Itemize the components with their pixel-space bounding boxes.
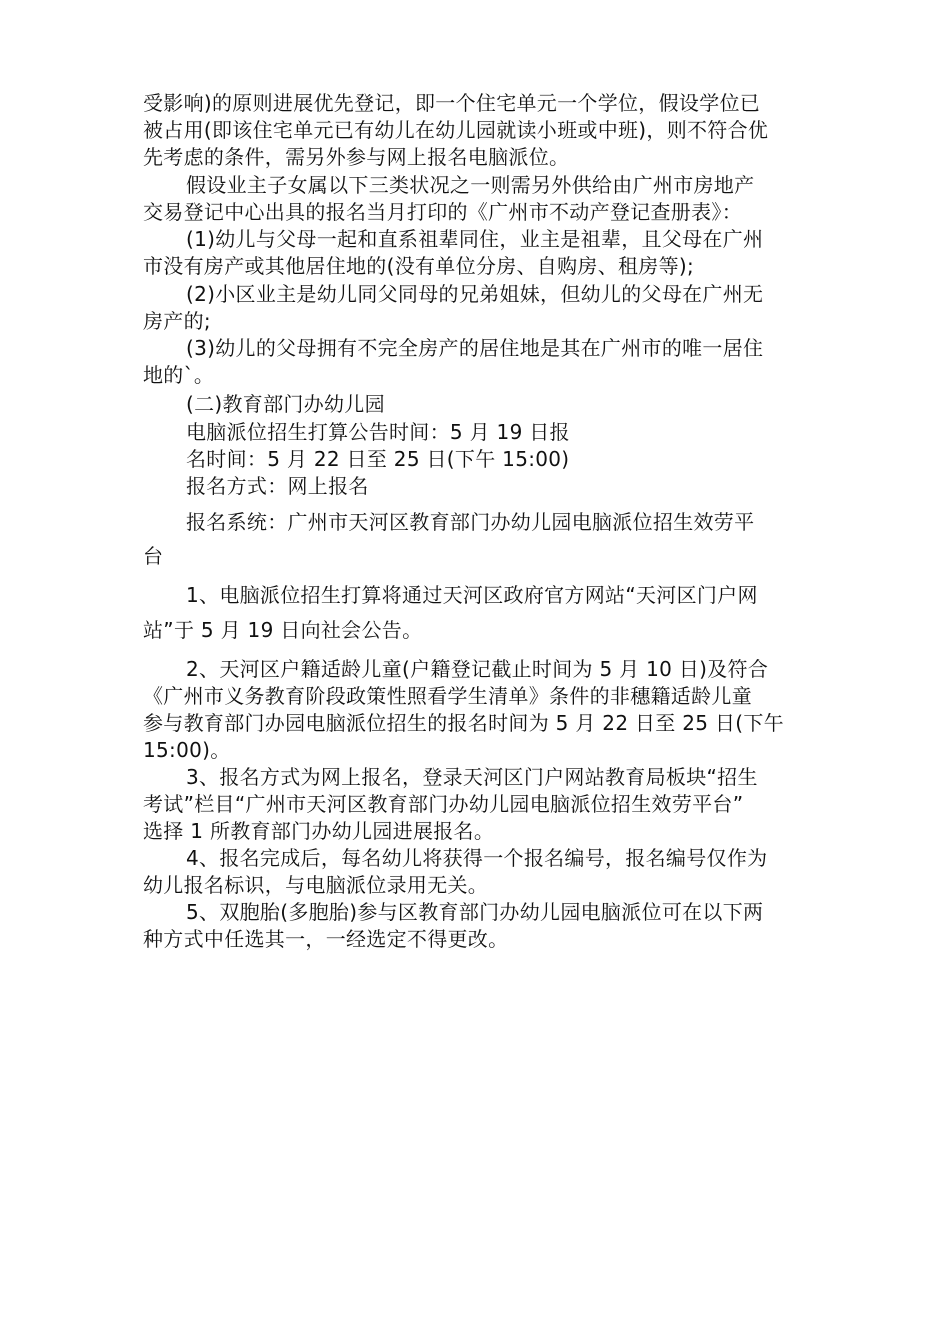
body-text-line: 房产的; [143, 309, 211, 333]
body-text-line: 名时间：5 月 22 日至 25 日(下午 15:00) [186, 447, 570, 471]
body-text-line: (1)幼儿与父母一起和直系祖辈同住，业主是祖辈，且父母在广州 [186, 227, 764, 251]
body-text-line: 15:00)。 [143, 738, 231, 762]
body-text-line: 选择 1 所教育部门办幼儿园进展报名。 [143, 819, 495, 843]
body-text-line: 台 [143, 544, 164, 568]
body-text-line: 地的`。 [143, 363, 215, 387]
body-text-line: 1、电脑派位招生打算将通过天河区政府官方网站“天河区门户网 [186, 583, 758, 607]
body-text-line: 5、双胞胎(多胞胎)参与区教育部门办幼儿园电脑派位可在以下两 [186, 900, 764, 924]
body-text-line: 受影响)的原则进展优先登记，即一个住宅单元一个学位，假设学位已 [143, 91, 761, 115]
body-text-line: 种方式中任选其一，一经选定不得更改。 [143, 927, 509, 951]
body-text-line: 电脑派位招生打算公告时间：5 月 19 日报 [186, 420, 570, 444]
body-text-line: 先考虑的条件，需另外参与网上报名电脑派位。 [143, 145, 570, 169]
body-text-line: 报名系统：广州市天河区教育部门办幼儿园电脑派位招生效劳平 [186, 510, 755, 534]
body-text-line: 《广州市义务教育阶段政策性照看学生清单》条件的非穗籍适龄儿童 [143, 684, 752, 708]
body-text-line: (3)幼儿的父母拥有不完全房产的居住地是其在广州市的唯一居住 [186, 336, 764, 360]
body-text-line: (2)小区业主是幼儿同父同母的兄弟姐妹，但幼儿的父母在广州无 [186, 282, 764, 306]
body-text-line: 参与教育部门办园电脑派位招生的报名时间为 5 月 22 日至 25 日(下午 [143, 711, 784, 735]
body-text-line: 站”于 5 月 19 日向社会公告。 [143, 618, 423, 642]
section-heading: (二)教育部门办幼儿园 [186, 392, 385, 416]
body-text-line: 幼儿报名标识，与电脑派位录用无关。 [143, 873, 489, 897]
body-text-line: 3、报名方式为网上报名，登录天河区门户网站教育局板块“招生 [186, 765, 758, 789]
body-text-line: 报名方式：网上报名 [186, 474, 369, 498]
body-text-line: 考试”栏目“广州市天河区教育部门办幼儿园电脑派位招生效劳平台” [143, 792, 744, 816]
body-text-line: 2、天河区户籍适龄儿童(户籍登记截止时间为 5 月 10 日)及符合 [186, 657, 769, 681]
body-text-line: 4、报名完成后，每名幼儿将获得一个报名编号，报名编号仅作为 [186, 846, 768, 870]
body-text-line: 被占用(即该住宅单元已有幼儿在幼儿园就读小班或中班)，则不符合优 [143, 118, 769, 142]
body-text-line: 假设业主子女属以下三类状况之一则需另外供给由广州市房地产 [186, 173, 755, 197]
body-text-line: 交易登记中心出具的报名当月打印的《广州市不动产登记查册表》： [143, 200, 742, 224]
body-text-line: 市没有房产或其他居住地的(没有单位分房、自购房、租房等); [143, 254, 695, 278]
